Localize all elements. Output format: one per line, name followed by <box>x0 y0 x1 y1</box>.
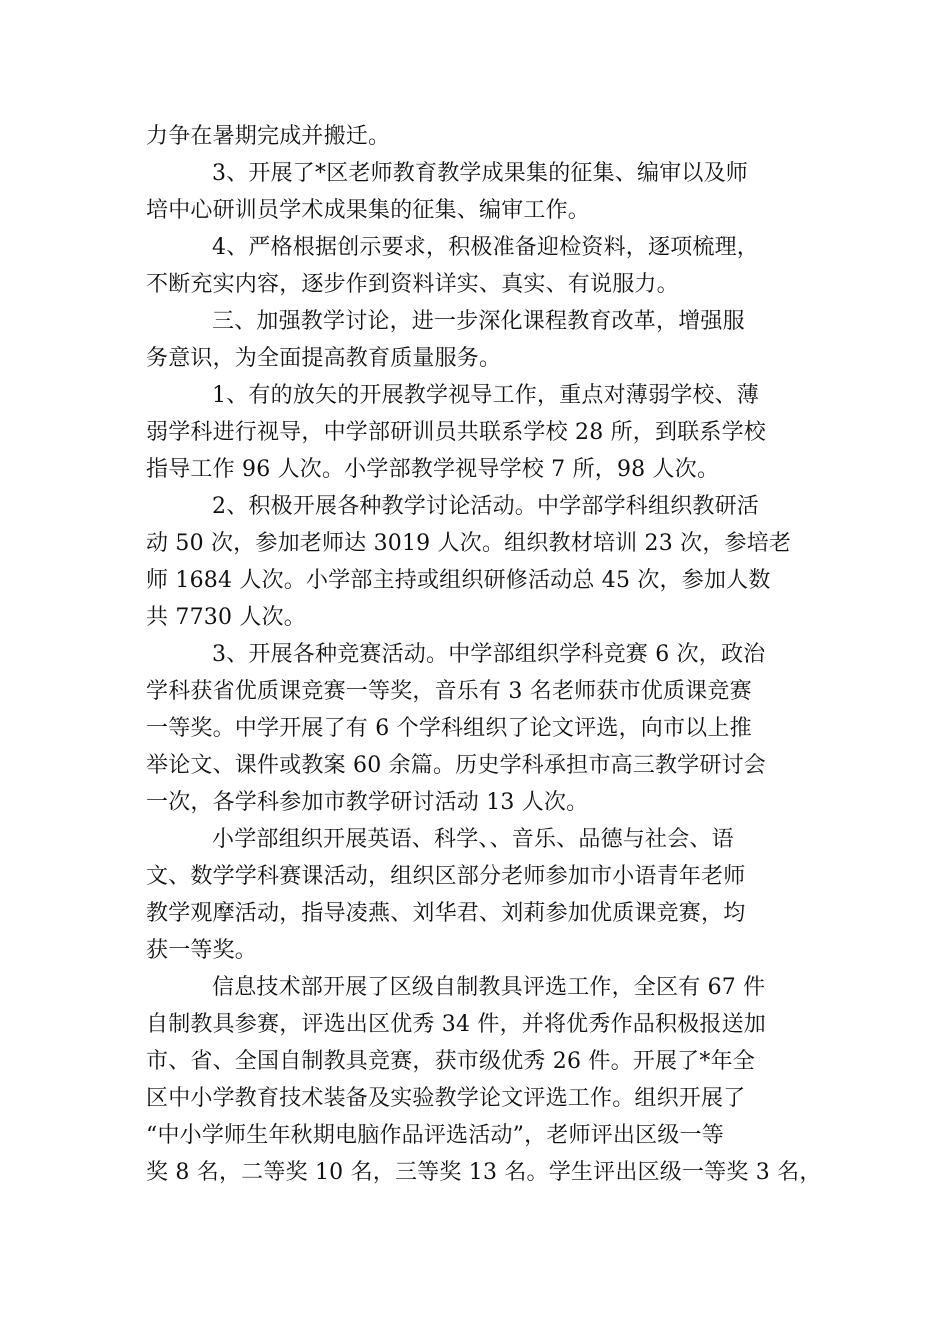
text-line: 区中小学教育技术装备及实验教学论文评选工作。组织开展了 <box>146 1086 746 1111</box>
text-line: 务意识，为全面提高教育质量服务。 <box>146 346 502 371</box>
text-line: 举论文、课件或教案 60 余篇。历史学科承担市高三教学研讨会 <box>146 753 766 778</box>
text-line: 共 7730 人次。 <box>146 605 306 630</box>
document-body <box>146 118 826 1191</box>
text-line: 动 50 次，参加老师达 3019 人次。组织教材培训 23 次，参培老 <box>146 531 792 556</box>
text-line: 2、积极开展各种教学讨论活动。中学部学科组织教研活 <box>212 494 759 519</box>
text-line: 一等奖。中学开展了有 6 个学科组织了论文评选，向市以上推 <box>146 716 752 741</box>
text-line: 信息技术部开展了区级自制教具评选工作，全区有 67 件 <box>212 975 766 1000</box>
text-line: 培中心研训员学术成果集的征集、编审工作。 <box>146 198 591 223</box>
text-line: “中小学师生年秋期电脑作品评选活动”，老师评出区级一等 <box>146 1123 724 1148</box>
text-line: 不断充实内容，逐步作到资料详实、真实、有说服力。 <box>146 272 679 297</box>
text-line: 获一等奖。 <box>146 938 258 963</box>
text-line: 奖 8 名，二等奖 10 名，三等奖 13 名。学生评出区级一等奖 3 名， <box>146 1160 822 1185</box>
text-line: 文、数学学科赛课活动，组织区部分老师参加市小语青年老师 <box>146 864 746 889</box>
text-line: 教学观摩活动，指导凌燕、刘华君、刘莉参加优质课竞赛，均 <box>146 901 746 926</box>
text-line: 一次，各学科参加市教学研讨活动 13 人次。 <box>146 790 589 815</box>
text-line: 指导工作 96 人次。小学部教学视导学校 7 所，98 人次。 <box>146 457 720 482</box>
text-line: 小学部组织开展英语、科学、、音乐、品德与社会、语 <box>212 827 734 852</box>
text-line: 三、加强教学讨论，进一步深化课程教育改革，增强服 <box>212 309 745 334</box>
text-line: 力争在暑期完成并搬迁。 <box>146 124 391 149</box>
text-line: 学科获省优质课竞赛一等奖，音乐有 3 名老师获市优质课竞赛 <box>146 679 752 704</box>
text-line: 师 1684 人次。小学部主持或组织研修活动总 45 次，参加人数 <box>146 568 771 593</box>
text-line: 4、严格根据创示要求，积极准备迎检资料，逐项梳理， <box>212 235 759 260</box>
text-line: 自制教具参赛，评选出区优秀 34 件，并将优秀作品积极报送加 <box>146 1012 766 1037</box>
text-line: 1、有的放矢的开展教学视导工作，重点对薄弱学校、薄 <box>212 383 759 408</box>
text-line: 弱学科进行视导，中学部研训员共联系学校 28 所，到联系学校 <box>146 420 766 445</box>
text-line: 3、开展各种竞赛活动。中学部组织学科竞赛 6 次，政治 <box>212 642 766 667</box>
text-line: 市、省、全国自制教具竞赛，获市级优秀 26 件。开展了*年全 <box>146 1049 755 1074</box>
text-line: 3、开展了*区老师教育教学成果集的征集、编审以及师 <box>212 161 748 186</box>
